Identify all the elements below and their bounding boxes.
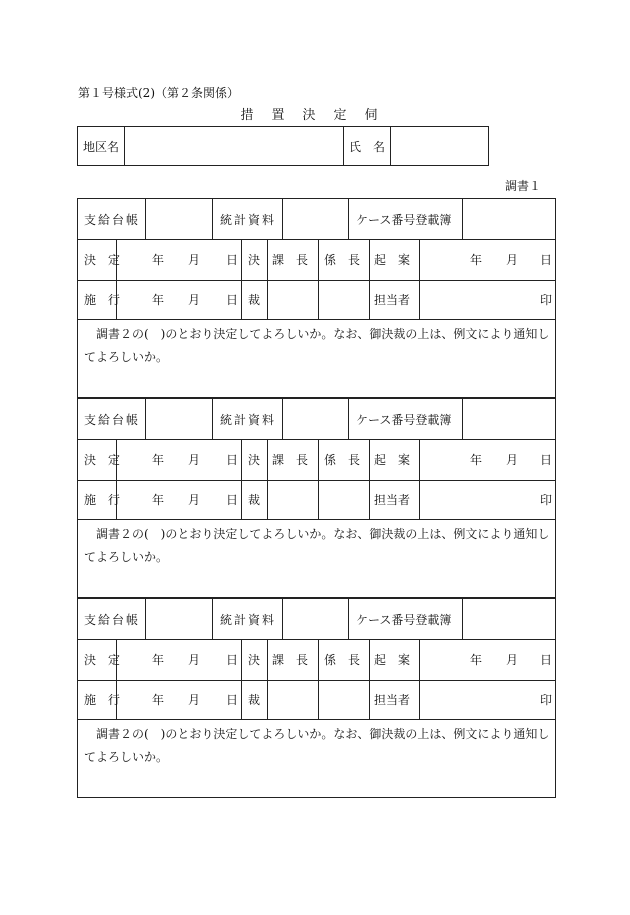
year-label: 年 — [152, 493, 165, 507]
month-label: 月 — [188, 253, 201, 267]
decision-label: 決 定 — [84, 453, 121, 467]
statement-text: 調書２の( )のとおり決定してよろしいか。なお、御決裁の上は、例文により通知してよろしいか。 — [84, 727, 550, 764]
month-label: 月 — [188, 653, 201, 667]
unit-chief-label: 係 長 — [324, 653, 361, 667]
year-label: 年 — [152, 293, 165, 307]
stats-label: 統計資料 — [220, 412, 277, 427]
enforce-label: 施 行 — [84, 693, 121, 707]
month-label: 月 — [188, 493, 201, 507]
person-in-charge-label: 担当者 — [374, 493, 411, 507]
approval-label-bottom: 裁 — [248, 293, 261, 307]
day-label: 日 — [540, 653, 553, 667]
draft-label: 起 案 — [374, 653, 411, 667]
enforce-label: 施 行 — [84, 293, 121, 307]
ledger-label: 支給台帳 — [84, 212, 141, 227]
statement-text: 調書２の( )のとおり決定してよろしいか。なお、御決裁の上は、例文により通知してよろしいか。 — [84, 527, 550, 564]
name-label: 氏 名 — [344, 127, 391, 165]
year-label: 年 — [152, 453, 165, 467]
approval-label-bottom: 裁 — [248, 493, 261, 507]
ledger-label: 支給台帳 — [84, 412, 141, 427]
section-chief-label: 課 長 — [272, 653, 309, 667]
approval-label-top: 決 — [248, 253, 261, 267]
month-label: 月 — [506, 653, 519, 667]
enforce-label: 施 行 — [84, 493, 121, 507]
month-label: 月 — [506, 453, 519, 467]
day-label: 日 — [226, 653, 239, 667]
decision-block — [77, 598, 556, 798]
approval-label-top: 決 — [248, 453, 261, 467]
decision-label: 決 定 — [84, 653, 121, 667]
day-label: 日 — [226, 493, 239, 507]
unit-chief-label: 係 長 — [324, 453, 361, 467]
day-label: 日 — [226, 253, 239, 267]
form-id: 第１号様式(2)（第２条関係） — [78, 86, 239, 100]
seal-label: 印 — [540, 293, 553, 307]
year-label: 年 — [152, 253, 165, 267]
month-label: 月 — [188, 293, 201, 307]
section-chief-label: 課 長 — [272, 253, 309, 267]
seal-label: 印 — [540, 493, 553, 507]
person-in-charge-label: 担当者 — [374, 693, 411, 707]
stats-label: 統計資料 — [220, 612, 277, 627]
month-label: 月 — [506, 253, 519, 267]
year-label: 年 — [152, 693, 165, 707]
decision-block — [77, 398, 556, 598]
section-chief-label: 課 長 — [272, 453, 309, 467]
day-label: 日 — [540, 453, 553, 467]
case-register-label: ケース番号登載簿 — [356, 212, 452, 227]
month-label: 月 — [188, 453, 201, 467]
day-label: 日 — [226, 293, 239, 307]
day-label: 日 — [540, 253, 553, 267]
year-label: 年 — [470, 453, 483, 467]
approval-label-bottom: 裁 — [248, 693, 261, 707]
seal-label: 印 — [540, 693, 553, 707]
year-label: 年 — [152, 653, 165, 667]
district-field[interactable] — [125, 127, 344, 165]
approval-label-top: 決 — [248, 653, 261, 667]
day-label: 日 — [226, 453, 239, 467]
case-register-label: ケース番号登載簿 — [356, 412, 452, 427]
header-table — [77, 126, 489, 166]
unit-chief-label: 係 長 — [324, 253, 361, 267]
person-in-charge-label: 担当者 — [374, 293, 411, 307]
year-label: 年 — [470, 253, 483, 267]
statement-text: 調書２の( )のとおり決定してよろしいか。なお、御決裁の上は、例文により通知してよろしいか。 — [84, 327, 550, 364]
day-label: 日 — [226, 693, 239, 707]
district-label: 地区名 — [78, 127, 125, 165]
name-field[interactable] — [391, 127, 490, 165]
year-label: 年 — [470, 653, 483, 667]
case-register-label: ケース番号登載簿 — [356, 612, 452, 627]
draft-label: 起 案 — [374, 453, 411, 467]
draft-label: 起 案 — [374, 253, 411, 267]
decision-label: 決 定 — [84, 253, 121, 267]
doc-number: 調書１ — [505, 179, 542, 193]
month-label: 月 — [188, 693, 201, 707]
ledger-label: 支給台帳 — [84, 612, 141, 627]
page-title: 措置決定伺 — [240, 108, 396, 123]
decision-block — [77, 198, 556, 398]
stats-label: 統計資料 — [220, 212, 277, 227]
